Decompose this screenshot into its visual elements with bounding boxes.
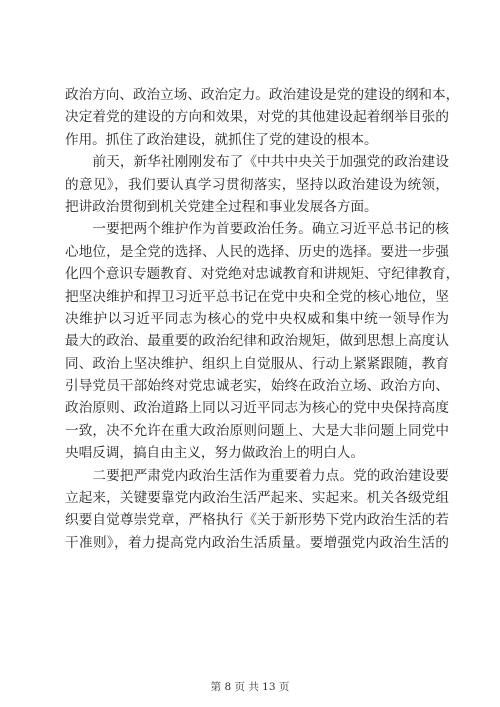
text-line: 决定着党的建设的方向和效果，对党的其他建设起着纲举目张的 <box>65 109 449 126</box>
text-line: 干准则》，着力提高党内政治生活质量。要增强党内政治生活的 <box>65 534 449 551</box>
text-line: 心地位，是全党的选择、人民的选择、历史的选择。要进一步强 <box>65 243 449 260</box>
text-line: 化四个意识专题教育、对党绝对忠诚教育和讲规矩、守纪律教育， <box>65 266 460 283</box>
text-line: 引导党员干部始终对党忠诚老实，始终在政治立场、政治方向、 <box>65 378 449 395</box>
text-line: 把坚决维护和捍卫习近平总书记在党中央和全党的核心地位，坚 <box>65 288 449 305</box>
text-line: 政治方向、政治立场、政治定力。政治建设是党的建设的纲和本， <box>65 87 460 103</box>
body-text <box>65 84 460 554</box>
text-line: 决维护以习近平同志为核心的党中央权威和集中统一领导作为 <box>65 310 449 327</box>
text-line: 二要把严肃党内政治生活作为重要着力点。党的政治建设要 <box>65 467 449 484</box>
text-line: 一致，决不允许在重大政治原则问题上、大是大非问题上同党中 <box>65 422 449 439</box>
text-line: 作用。抓住了政治建设，就抓住了党的建设的根本。 <box>65 131 378 148</box>
text-line: 最大的政治、最重要的政治纪律和政治规矩，做到思想上高度认 <box>65 333 449 350</box>
text-line: 前天，新华社刚刚发布了《中共中央关于加强党的政治建设 <box>65 154 449 171</box>
page-footer <box>0 680 500 694</box>
text-line: 把讲政治贯彻到机关党建全过程和事业发展各方面。 <box>65 198 378 215</box>
text-line: 立起来，关键要靠党内政治生活严起来、实起来。机关各级党组 <box>65 490 449 507</box>
page-number: 第 8 页 共 13 页 <box>210 681 290 693</box>
text-line: 央唱反调，搞自由主义，努力做政治上的明白人。 <box>65 445 365 462</box>
text-line: 织要自觉尊崇党章，严格执行《关于新形势下党内政治生活的若 <box>65 512 449 529</box>
text-line: 一要把两个维护作为首要政治任务。确立习近平总书记的核 <box>65 221 449 238</box>
text-line: 同、政治上坚决维护、组织上自觉服从、行动上紧紧跟随，教育 <box>65 355 449 372</box>
text-line: 政治原则、政治道路上同以习近平同志为核心的党中央保持高度 <box>65 400 449 417</box>
text-line: 的意见》，我们要认真学习贯彻落实，坚持以政治建设为统领， <box>65 176 449 193</box>
